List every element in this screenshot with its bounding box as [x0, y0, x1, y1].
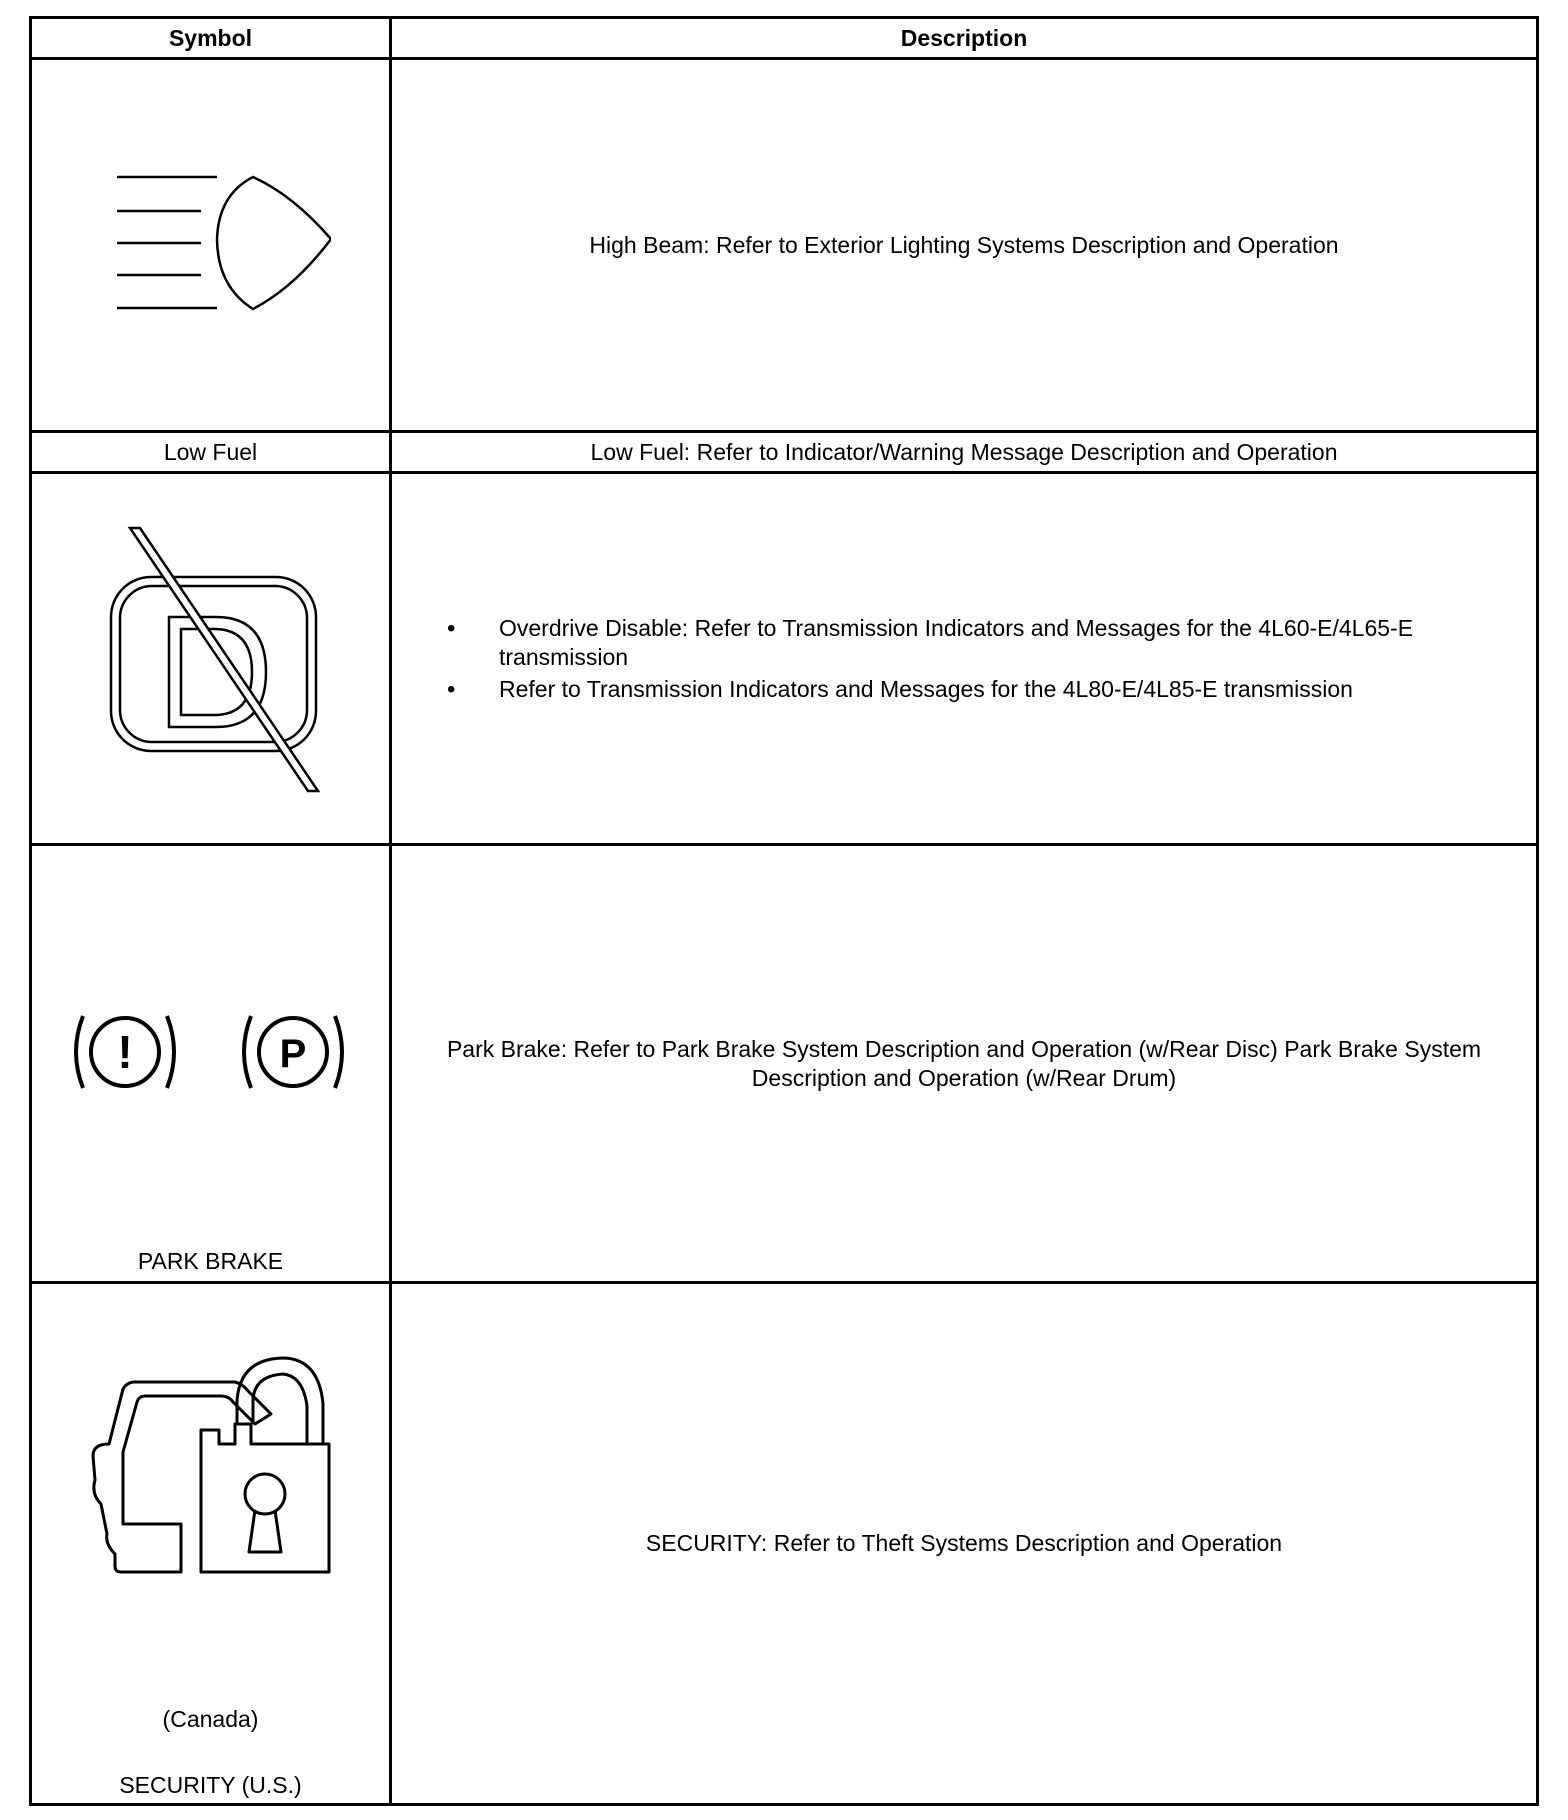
table-row — [31, 473, 1538, 845]
description-cell: SECURITY: Refer to Theft Systems Description and Operation — [391, 1283, 1538, 1805]
table-header-row — [31, 18, 1538, 59]
table-row — [31, 845, 1538, 1283]
park-brake-icon — [61, 992, 361, 1112]
table-row — [31, 1283, 1538, 1805]
symbol-cell — [31, 473, 391, 845]
canada-caption: (Canada) — [162, 1706, 259, 1732]
table-row — [31, 59, 1538, 432]
p-glyph: P — [279, 1031, 306, 1076]
exclamation-glyph: ! — [116, 1025, 133, 1078]
description-bullet-list — [392, 614, 1536, 704]
security-lock-icon — [61, 1344, 361, 1584]
park-brake-caption: PARK BRAKE — [137, 1248, 284, 1274]
description-cell — [391, 473, 1538, 845]
symbol-cell — [31, 1283, 391, 1805]
overdrive-disable-icon — [96, 519, 326, 799]
list-item: • Overdrive Disable: Refer to Transmission Indicators and Messages for the 4L60-E/4L65-E transmission — [499, 614, 1506, 672]
symbol-cell — [31, 59, 391, 432]
security-us-caption: SECURITY (U.S.) — [119, 1772, 302, 1798]
high-beam-icon — [91, 165, 331, 325]
description-cell: Park Brake: Refer to Park Brake System Description and Operation (w/Rear Disc) Park Brake System Description and Operation (w/Rear Drum) — [391, 845, 1538, 1283]
symbol-description-table — [29, 16, 1539, 1806]
list-item: • Refer to Transmission Indicators and Messages for the 4L80-E/4L85-E transmission — [499, 675, 1506, 704]
description-column-header: Description — [391, 18, 1538, 59]
description-cell: High Beam: Refer to Exterior Lighting Systems Description and Operation — [391, 59, 1538, 432]
symbol-cell: Low Fuel — [31, 432, 391, 473]
description-cell: Low Fuel: Refer to Indicator/Warning Message Description and Operation — [391, 432, 1538, 473]
table-row — [31, 432, 1538, 473]
symbol-cell — [31, 845, 391, 1283]
symbol-column-header: Symbol — [31, 18, 391, 59]
